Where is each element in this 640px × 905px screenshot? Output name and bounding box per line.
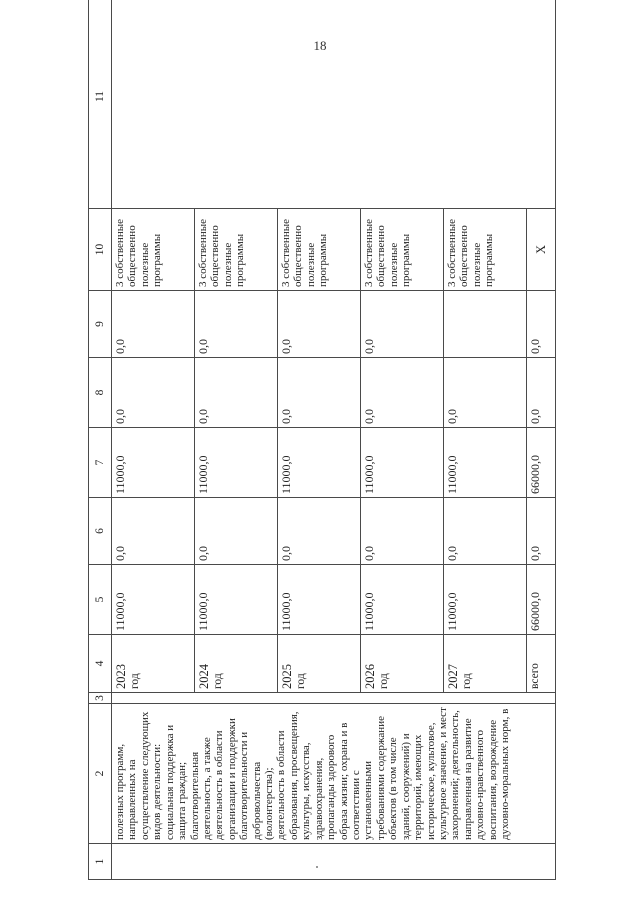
value-cell-9: 0,0 bbox=[277, 291, 360, 358]
col-header-8: 8 bbox=[89, 358, 112, 428]
col-header-11: 11 bbox=[89, 0, 112, 209]
col-header-2: 2 bbox=[89, 704, 112, 844]
total-cell-8: 0,0 bbox=[526, 358, 555, 428]
col-header-4: 4 bbox=[89, 635, 112, 693]
column-number-row bbox=[89, 0, 112, 880]
result-cell: 3 собственные общественно полезные программы bbox=[112, 209, 195, 291]
year-value: 2025 bbox=[279, 664, 294, 689]
value-cell-7: 11000,0 bbox=[360, 428, 443, 498]
value-cell-7: 11000,0 bbox=[112, 428, 195, 498]
value-cell-7: 11000,0 bbox=[194, 428, 277, 498]
col-header-9: 9 bbox=[89, 291, 112, 358]
description-cell: полезных программ, направленных на осуществление следующих видов деятельности: социальная поддержка и защита граждан; благотворительная деятельность, а также деятельность в области организации и поддержки благотворительности и добровольчества (волонтерства); деятельность в области образования, просвещения, культуры, искусства, здравоохранения, пропаганды здорового образа жизни; охрана и в соответствии с установленными требованиями содержание объектов (в том числе зданий, сооружений) и территорий, имеющих историческое, культовое, культурное значение, и мест захоронений; деятельность, направленная на развитие духовно-нравственного воспитания, возрождение духовно-моральных норм, в bbox=[112, 704, 556, 844]
total-label: всего bbox=[526, 635, 555, 693]
year-value: 2024 bbox=[196, 664, 211, 689]
col-header-3: 3 bbox=[89, 693, 112, 704]
value-cell-8: 0,0 bbox=[443, 358, 526, 428]
year-cell bbox=[360, 635, 443, 693]
total-cell-5: 66000,0 bbox=[526, 565, 555, 635]
year-value: 2023 bbox=[114, 664, 128, 689]
value-cell-6: 0,0 bbox=[443, 498, 526, 565]
year-cell bbox=[443, 635, 526, 693]
cell-col1 bbox=[112, 844, 556, 880]
year-unit: год bbox=[211, 673, 224, 689]
col-header-6: 6 bbox=[89, 498, 112, 565]
year-value: 2026 bbox=[362, 664, 377, 689]
table-frame bbox=[88, 85, 556, 880]
page-number: 18 bbox=[313, 38, 327, 53]
cell-col3 bbox=[112, 693, 556, 704]
year-unit: год bbox=[128, 673, 141, 689]
result-cell: 3 собственные общественно полезные программы bbox=[443, 209, 526, 291]
total-cell-6: 0,0 bbox=[526, 498, 555, 565]
total-cell-7: 66000,0 bbox=[526, 428, 555, 498]
total-result-cell: Х bbox=[526, 209, 555, 291]
col-header-5: 5 bbox=[89, 565, 112, 635]
data-table bbox=[88, 0, 556, 880]
result-cell: 3 собственные общественно полезные программы bbox=[360, 209, 443, 291]
table-row bbox=[112, 0, 195, 880]
value-cell-5: 11000,0 bbox=[360, 565, 443, 635]
value-cell-9: 0,0 bbox=[194, 291, 277, 358]
year-unit: год bbox=[377, 673, 390, 689]
year-unit: год bbox=[294, 673, 307, 689]
value-cell-9 bbox=[443, 291, 526, 358]
value-cell-5: 11000,0 bbox=[194, 565, 277, 635]
result-cell: 3 собственные общественно полезные программы bbox=[277, 209, 360, 291]
year-cell bbox=[277, 635, 360, 693]
value-cell-9: 0,0 bbox=[112, 291, 195, 358]
scan-dot bbox=[316, 866, 318, 868]
value-cell-8: 0,0 bbox=[112, 358, 195, 428]
value-cell-7: 11000,0 bbox=[443, 428, 526, 498]
total-cell-9: 0,0 bbox=[526, 291, 555, 358]
col-header-1: 1 bbox=[89, 844, 112, 880]
value-cell-5: 11000,0 bbox=[277, 565, 360, 635]
col-header-10: 10 bbox=[89, 209, 112, 291]
value-cell-7: 11000,0 bbox=[277, 428, 360, 498]
value-cell-5: 11000,0 bbox=[112, 565, 195, 635]
value-cell-6: 0,0 bbox=[277, 498, 360, 565]
value-cell-6: 0,0 bbox=[112, 498, 195, 565]
year-cell bbox=[112, 635, 195, 693]
value-cell-6: 0,0 bbox=[360, 498, 443, 565]
year-value: 2027 bbox=[445, 664, 460, 689]
value-cell-8: 0,0 bbox=[277, 358, 360, 428]
value-cell-5: 11000,0 bbox=[443, 565, 526, 635]
cell-col11 bbox=[112, 0, 556, 209]
year-unit: год bbox=[460, 673, 473, 689]
value-cell-9: 0,0 bbox=[360, 291, 443, 358]
value-cell-8: 0,0 bbox=[360, 358, 443, 428]
value-cell-6: 0,0 bbox=[194, 498, 277, 565]
col-header-7: 7 bbox=[89, 428, 112, 498]
year-cell bbox=[194, 635, 277, 693]
result-cell: 3 собственные общественно полезные программы bbox=[194, 209, 277, 291]
value-cell-8: 0,0 bbox=[194, 358, 277, 428]
